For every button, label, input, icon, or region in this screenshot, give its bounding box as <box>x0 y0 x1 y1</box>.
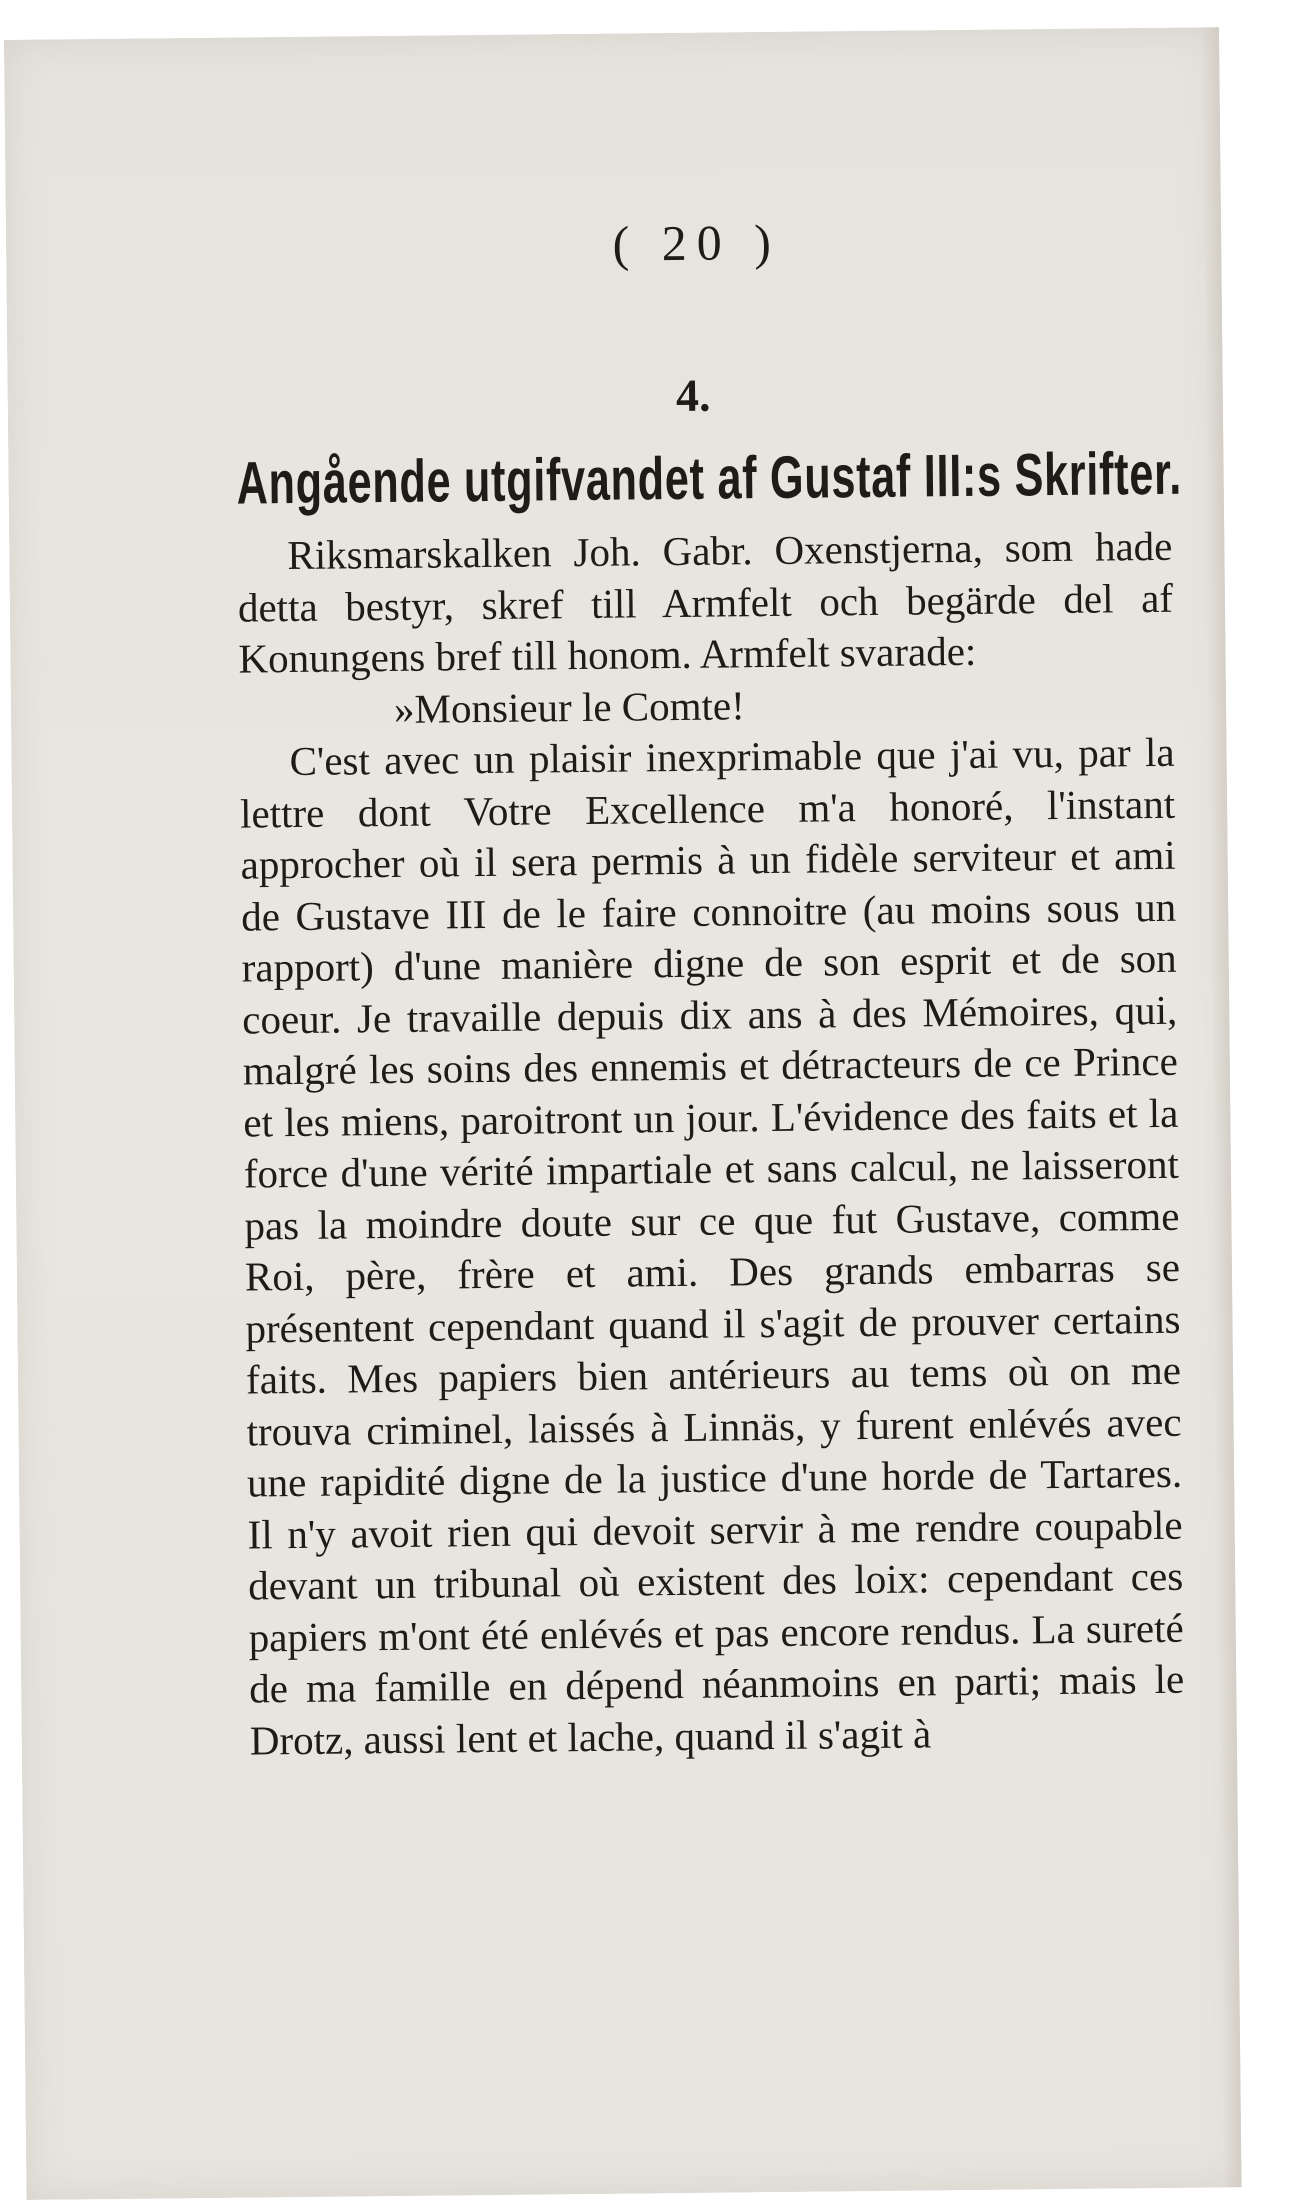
paragraph-intro: Riksmarskalken Joh. Gabr. Oxenstjerna, som hade detta bestyr, skref till Armfelt och begärde del af Konungens bref till honom. Armfelt svarade: <box>237 522 1174 682</box>
paragraph-letter: C'est avec un plaisir inexprimable que j'ai vu, par la lettre dont Votre Excellence m'a honoré, l'instant approcher où il sera permis à un fidèle serviteur et ami de Gustave III de le faire connoitre (au moins sous un rapport) d'une manière digne de son esprit et de son coeur. Je travaille depuis dix ans à des Mémoires, qui, malgré les soins des ennemis et détracteurs de ce Prince et les miens, paroitront un jour. L'évidence des faits et la force d'une vérité impartiale et sans calcul, ne laisseront pas la moindre doute sur ce que fut Gustave, comme Roi, père, frère et ami. Des grands embarras se présentent cependant quand il s'agit de prouver certains faits. Mes papiers bien antérieurs au tems où on me trouva criminel, laissés à Linnäs, y furent enlévés avec une rapidité digne de la justice d'une horde de Tartares. Il n'y avoit rien qui devoit servir à me rendre coupable devant un tribunal où existent des loix: cependant ces papiers m'ont été enlévés et pas encore rendus. La sureté de ma famille en dépend néanmoins en parti; mais le Drotz, aussi lent et lache, quand il s'agit à <box>239 728 1185 1764</box>
text-block <box>234 203 1185 1767</box>
paper-sheet <box>4 27 1242 2200</box>
body-text <box>237 521 1185 1767</box>
section-number: 4. <box>675 369 711 421</box>
page-number: ( 20 ) <box>612 213 782 272</box>
paragraph-salutation: »Monsieur le Comte! <box>393 681 745 732</box>
section-heading: Angående utgifvandet af Gustaf III:s Skrifter. <box>236 439 1183 517</box>
paper-edge <box>1201 27 1242 2187</box>
